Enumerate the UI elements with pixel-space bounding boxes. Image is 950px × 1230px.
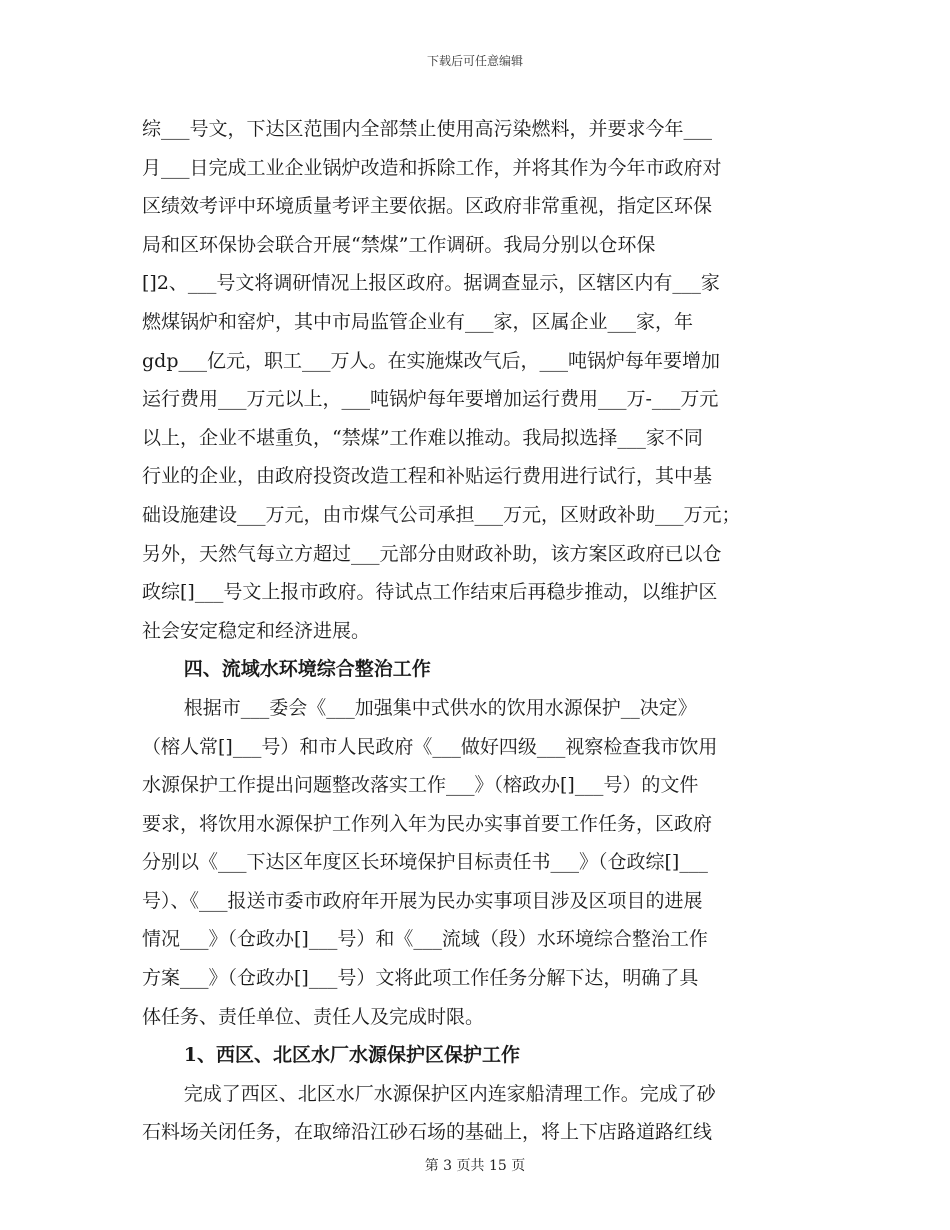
- paragraph-line: gdp___亿元，职工___万人。在实施煤改气后，___吨锅炉每年要增加: [142, 349, 720, 372]
- paragraph-line: []2、___号文将调研情况上报区政府。据调查显示，区辖区内有___家: [142, 272, 720, 295]
- paragraph-line: 社会安定稳定和经济进展。: [142, 619, 371, 642]
- paragraph-line: 要求，将饮用水源保护工作列入年为民办实事首要工作任务，区政府: [142, 812, 713, 835]
- page-footer: 第 3 页共 15 页: [424, 1158, 526, 1174]
- paragraph-line: 综___号文，下达区范围内全部禁止使用高污染燃料，并要求今年___: [142, 118, 713, 140]
- paragraph-line: 体任务、责任单位、责任人及完成时限。: [142, 1005, 485, 1028]
- paragraph-line: 情况___》（仓政办[]___号）和《___流域（段）水环境综合整治工作: [142, 928, 708, 951]
- paragraph-line: 号）、《___报送市委市政府年开展为民办实事项目涉及区项目的进展: [142, 889, 703, 912]
- paragraph-line: 分别以《___下达区年度区长环境保护目标责任书___》（仓政综[]___: [142, 851, 708, 874]
- paragraph-line: 月___日完成工业企业锅炉改造和拆除工作，并将其作为今年市政府对: [142, 156, 722, 179]
- page-header: 下载后可任意编辑: [426, 54, 523, 68]
- paragraph-line: 水源保护工作提出问题整改落实工作___》（榕政办[]___号）的文件: [142, 774, 699, 797]
- section-heading: 四、流域水环境综合整治工作: [183, 658, 431, 681]
- paragraph-line: 行业的企业，由政府投资改造工程和补贴运行费用进行试行，其中基: [142, 465, 713, 488]
- document-body: [142, 110, 807, 1152]
- section-heading: 1、西区、北区水厂水源保护区保护工作: [183, 1044, 521, 1067]
- paragraph-line: 础设施建设___万元，由市煤气公司承担___万元，区财政补助___万元；: [142, 503, 741, 526]
- paragraph-line: 燃煤锅炉和窑炉，其中市局监管企业有___家，区属企业___家，年: [142, 310, 694, 333]
- paragraph-line: 另外，天然气每立方超过___元部分由财政补助，该方案区政府已以仓: [142, 542, 722, 565]
- paragraph-line: 政综[]___号文上报市政府。待试点工作结束后再稳步推动，以维护区: [142, 581, 718, 604]
- paragraph-line: 运行费用___万元以上，___吨锅炉每年要增加运行费用___万-___万元: [142, 388, 719, 411]
- paragraph-line: （榕人常[]___号）和市人民政府《___做好四级___视察检查我市饮用: [142, 735, 718, 758]
- paragraph-line: 完成了西区、北区水厂水源保护区内连家船清理工作。完成了砂: [183, 1082, 716, 1105]
- paragraph-line: 根据市___委会《___加强集中式供水的饮用水源保护__决定》: [183, 696, 697, 719]
- paragraph-line: 区绩效考评中环境质量考评主要依据。区政府非常重视，指定区环保: [142, 195, 713, 218]
- paragraph-line: 方案___》（仓政办[]___号）文将此项工作任务分解下达，明确了具: [142, 967, 699, 990]
- paragraph-line: 局和区环保协会联合开展“禁煤”工作调研。我局分别以仓环保: [142, 233, 656, 256]
- paragraph-line: 石料场关闭任务，在取缔沿江砂石场的基础上，将上下店路道路红线: [142, 1121, 713, 1144]
- paragraph-line: 以上，企业不堪重负，“禁煤”工作难以推动。我局拟选择___家不同: [142, 426, 703, 449]
